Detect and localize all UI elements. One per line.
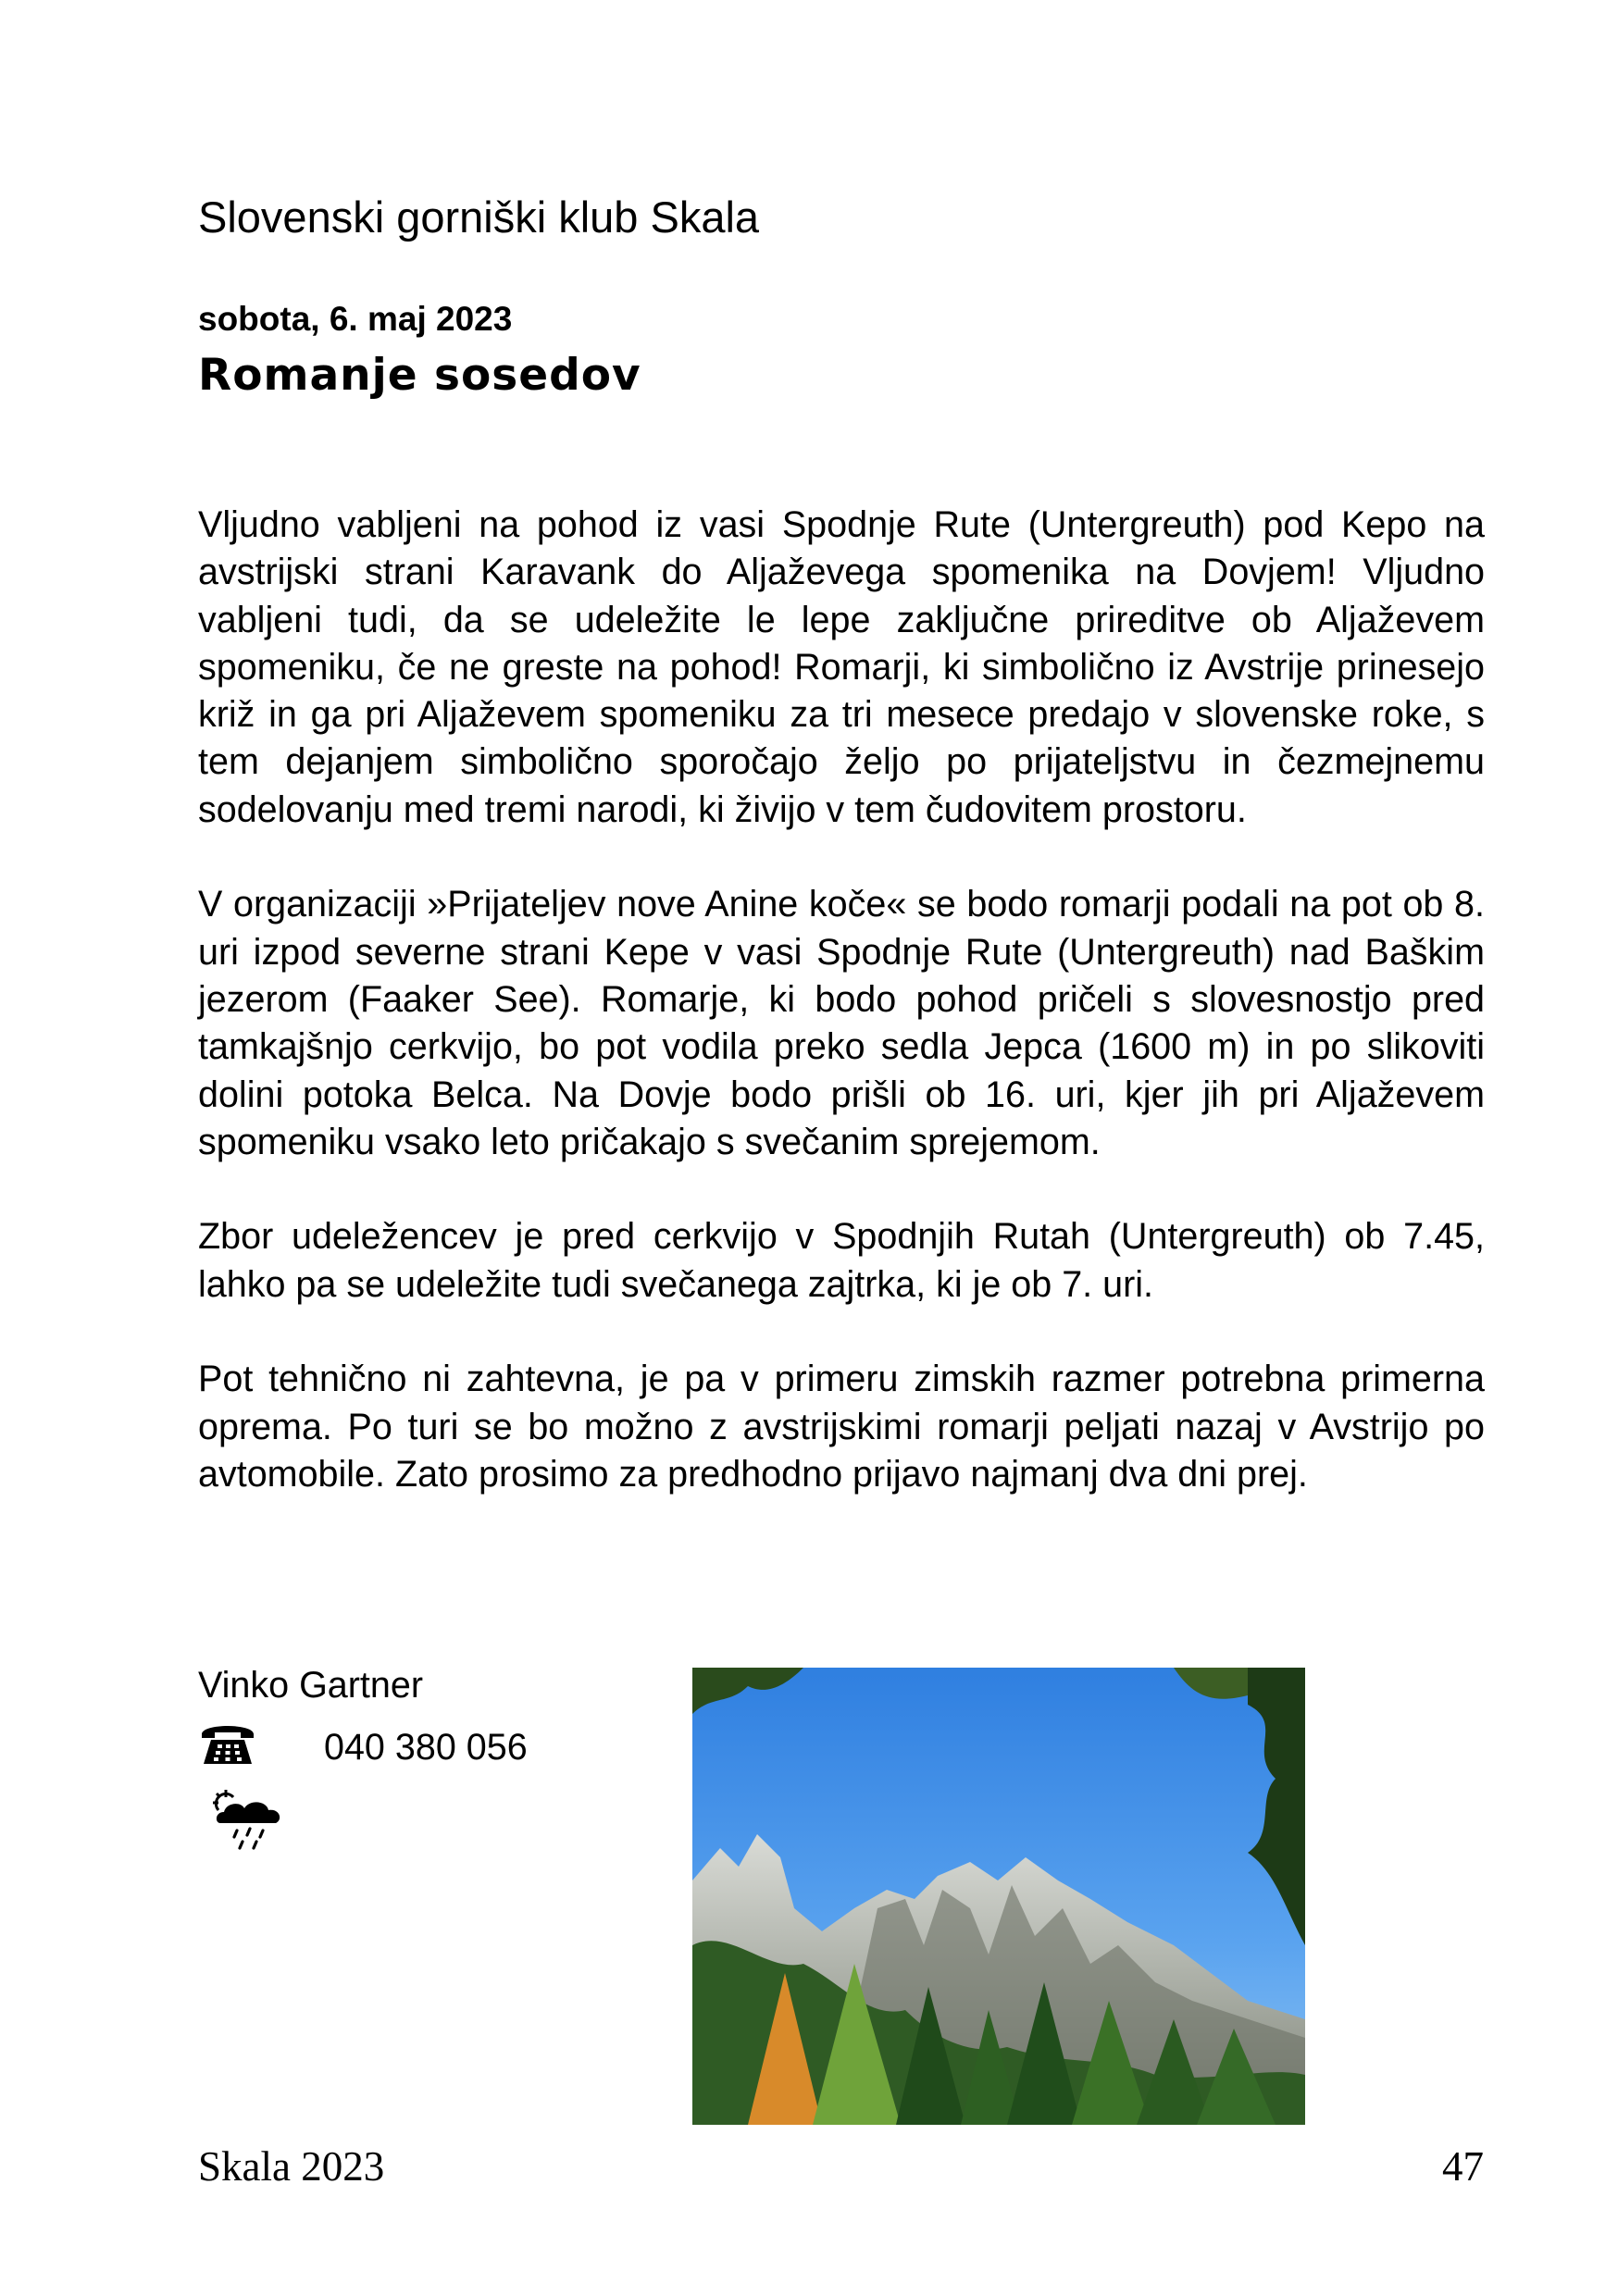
footer-publication: Skala 2023 xyxy=(198,2143,385,2190)
mountain-photo xyxy=(692,1668,1305,2125)
cloud-rain-icon xyxy=(209,1786,291,1853)
paragraph-requirements: Pot tehnično ni zahtevna, je pa v primeru zimskih razmer potrebna primerna oprema. Po turi se bo možno z avstrijskimi romarji peljati nazaj v Avstrijo po avtomobile. Zato prosimo za predhodno prijavo najmanj dva dni prej. xyxy=(198,1359,1485,1495)
paragraph-invitation: Vljudno vabljeni na pohod iz vasi Spodnje Rute (Untergreuth) pod Kepo na avstrijski strani Karavank do Aljaževega spomenika na Dovjem! Vljudno vabljeni tudi, da se udeležite le lepe zaključne prireditve ob Aljaževem spomeniku, če ne greste na pohod! Romarji, ki simbolično iz Avstrije prinesejo križ in ga pri Aljaževem spomeniku za tri mesece predajo v slovenske roke, s tem dejanjem simbolično sporočajo željo po prijateljstvu in čezmejnemu sodelovanju med tremi narodi, ki živijo v tem čudovitem prostoru. xyxy=(198,504,1485,830)
event-date: sobota, 6. maj 2023 xyxy=(198,300,513,338)
club-name: Slovenski gorniški klub Skala xyxy=(198,192,760,242)
page-number: 47 xyxy=(1442,2143,1484,2190)
event-title: Romanje sosedov xyxy=(198,350,641,401)
paragraph-meeting-point: Zbor udeležencev je pred cerkvijo v Spodnjih Rutah (Untergreuth) ob 7.45, lahko pa se udeležite tudi svečanega zajtrka, ki je ob 7. uri. xyxy=(198,1216,1485,1305)
contact-name: Vinko Gartner xyxy=(198,1665,423,1706)
telephone-icon xyxy=(198,1718,257,1769)
phone-number: 040 380 056 xyxy=(324,1727,528,1768)
event-description xyxy=(198,502,1485,1498)
paragraph-route: V organizaciji »Prijateljev nove Anine koče« se bodo romarji podali na pot ob 8. uri izpod severne strani Kepe v vasi Spodnje Rute (Untergreuth) nad Baškim jezerom (Faaker See). Romarje, ki bodo pohod pričeli s slovesnostjo pred tamkajšnjo cerkvijo, bo pot vodila preko sedla Jepca (1600 m) in po slikoviti dolini potoka Belca. Na Dovje bodo prišli ob 16. uri, kjer jih pri Aljaževem spomeniku vsako leto pričakajo s svečanim sprejemom. xyxy=(198,884,1485,1162)
